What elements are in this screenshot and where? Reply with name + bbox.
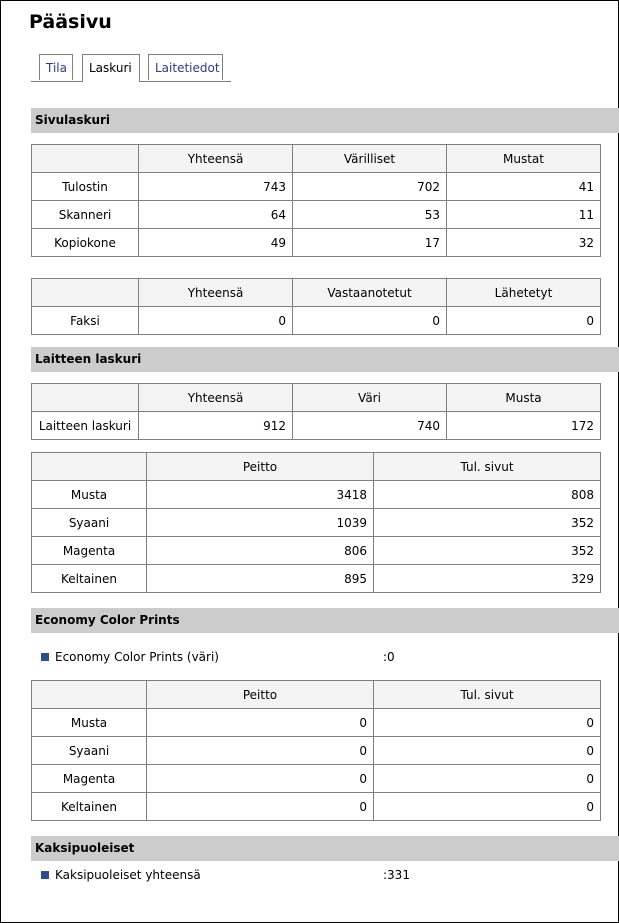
table-header-cell: Värilliset: [293, 145, 447, 173]
row-label: Magenta: [32, 537, 147, 565]
table-header-row: [32, 681, 601, 709]
table-header-row: [32, 384, 601, 412]
coverage-table: [31, 452, 601, 593]
table-row: [32, 537, 601, 565]
cell-pages: 0: [374, 737, 601, 765]
table-row: [32, 229, 601, 257]
table-header-cell: Tul. sivut: [374, 453, 601, 481]
cell-pages: 352: [374, 537, 601, 565]
page-title: Pääsivu: [29, 11, 112, 33]
cell-coverage: 0: [147, 709, 374, 737]
cell-black: 172: [447, 412, 601, 440]
table-header-cell: [32, 279, 139, 307]
cell-total: 49: [139, 229, 293, 257]
row-label: Musta: [32, 709, 147, 737]
section-header-duplex: Kaksipuoleiset: [31, 836, 619, 861]
cell-color: 53: [293, 201, 447, 229]
row-label: Kopiokone: [32, 229, 139, 257]
tab-laitetiedot[interactable]: Laitetiedot: [148, 54, 223, 80]
cell-coverage: 0: [147, 737, 374, 765]
cell-pages: 0: [374, 793, 601, 821]
row-label: Tulostin: [32, 173, 139, 201]
table-header-cell: Yhteensä: [139, 384, 293, 412]
cell-coverage: 0: [147, 765, 374, 793]
table-header-cell: Peitto: [147, 681, 374, 709]
page-counter-table: [31, 144, 601, 257]
cell-received: 0: [293, 307, 447, 335]
cell-total: 0: [139, 307, 293, 335]
cell-pages: 0: [374, 709, 601, 737]
tab-tila[interactable]: Tila: [39, 54, 73, 80]
table-header-cell: Lähetetyt: [447, 279, 601, 307]
cell-sent: 0: [447, 307, 601, 335]
duplex-item-label: Kaksipuoleiset yhteensä: [55, 868, 201, 882]
table-header-cell: Tul. sivut: [374, 681, 601, 709]
table-header-cell: Vastaanotetut: [293, 279, 447, 307]
table-header-cell: Väri: [293, 384, 447, 412]
cell-color: 17: [293, 229, 447, 257]
table-row: [32, 412, 601, 440]
cell-coverage: 1039: [147, 509, 374, 537]
row-label: Laitteen laskuri: [32, 412, 139, 440]
section-header-economy: Economy Color Prints: [31, 608, 619, 633]
table-row: [32, 173, 601, 201]
row-label: Syaani: [32, 509, 147, 537]
table-header-cell: Yhteensä: [139, 279, 293, 307]
row-label: Magenta: [32, 765, 147, 793]
cell-coverage: 3418: [147, 481, 374, 509]
duplex-summary-row: [41, 867, 410, 883]
table-header-row: [32, 279, 601, 307]
cell-coverage: 0: [147, 793, 374, 821]
row-label: Faksi: [32, 307, 139, 335]
tab-bar: [31, 54, 231, 82]
fax-counter-table: [31, 278, 601, 335]
table-header-cell: [32, 453, 147, 481]
row-label: Syaani: [32, 737, 147, 765]
cell-black: 32: [447, 229, 601, 257]
table-header-row: [32, 453, 601, 481]
cell-total: 912: [139, 412, 293, 440]
row-label: Keltainen: [32, 565, 147, 593]
economy-coverage-table: [31, 680, 601, 821]
cell-color: 702: [293, 173, 447, 201]
table-header-cell: [32, 145, 139, 173]
table-header-cell: Peitto: [147, 453, 374, 481]
table-header-cell: [32, 681, 147, 709]
cell-pages: 352: [374, 509, 601, 537]
cell-pages: 0: [374, 765, 601, 793]
cell-pages: 329: [374, 565, 601, 593]
row-label: Skanneri: [32, 201, 139, 229]
square-bullet-icon: [41, 871, 49, 879]
economy-item-label: Economy Color Prints (väri): [55, 650, 219, 664]
table-row: [32, 793, 601, 821]
cell-total: 743: [139, 173, 293, 201]
row-label: Keltainen: [32, 793, 147, 821]
cell-coverage: 806: [147, 537, 374, 565]
tab-laskuri[interactable]: Laskuri: [82, 54, 140, 82]
table-header-cell: Musta: [447, 384, 601, 412]
device-counter-table: [31, 383, 601, 440]
table-row: [32, 509, 601, 537]
section-header-device-counter: Laitteen laskuri: [31, 347, 619, 372]
cell-coverage: 895: [147, 565, 374, 593]
table-row: [32, 307, 601, 335]
table-header-cell: [32, 384, 139, 412]
table-row: [32, 565, 601, 593]
square-bullet-icon: [41, 653, 49, 661]
cell-black: 11: [447, 201, 601, 229]
cell-black: 41: [447, 173, 601, 201]
table-header-cell: Mustat: [447, 145, 601, 173]
cell-color: 740: [293, 412, 447, 440]
cell-pages: 808: [374, 481, 601, 509]
table-row: [32, 737, 601, 765]
duplex-item-value: :331: [383, 868, 410, 882]
table-row: [32, 201, 601, 229]
table-row: [32, 765, 601, 793]
table-row: [32, 709, 601, 737]
cell-total: 64: [139, 201, 293, 229]
economy-summary-row: [41, 649, 395, 665]
table-header-row: [32, 145, 601, 173]
section-header-page-counter: Sivulaskuri: [31, 108, 619, 133]
table-row: [32, 481, 601, 509]
row-label: Musta: [32, 481, 147, 509]
table-header-cell: Yhteensä: [139, 145, 293, 173]
economy-item-value: :0: [383, 650, 395, 664]
